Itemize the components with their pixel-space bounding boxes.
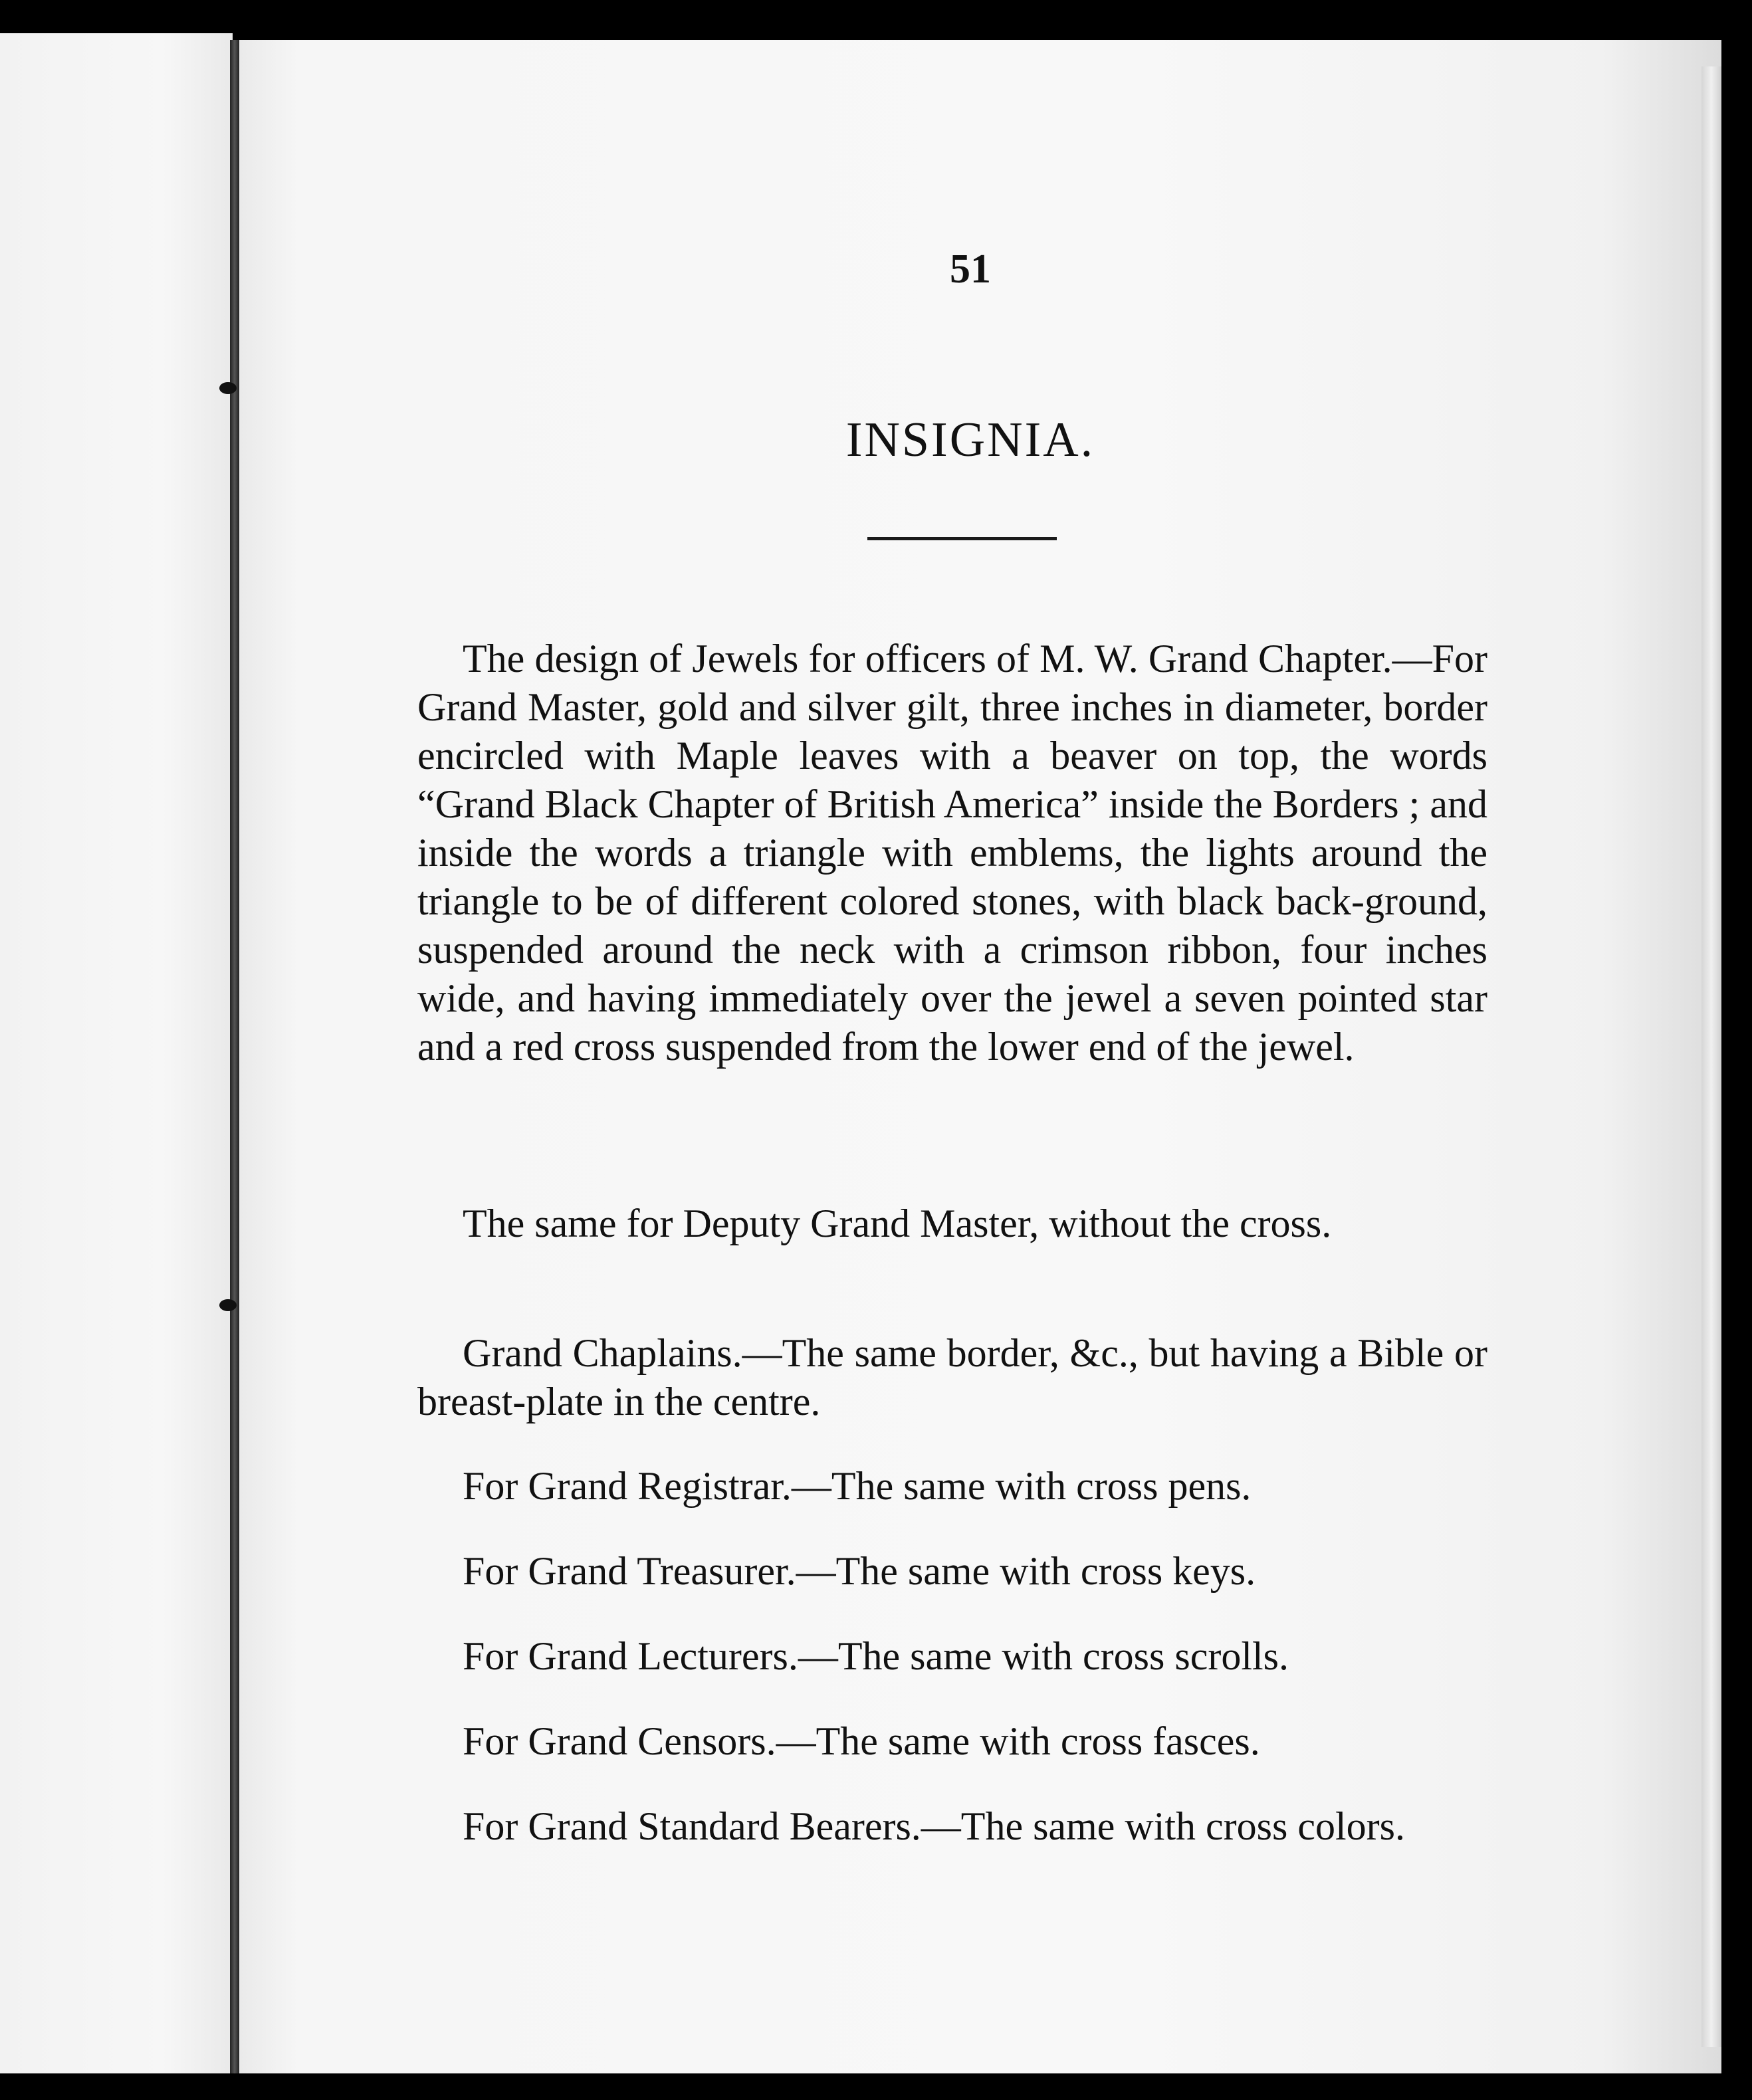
scan-border-top <box>0 0 1752 40</box>
scan-border-bottom <box>0 2073 1752 2100</box>
facing-page-edge <box>0 33 233 2080</box>
paragraph-deputy-grand-master: The same for Deputy Grand Master, without the cross. <box>463 1202 1332 1245</box>
paragraph-grand-censors: For Grand Censors.—The same with cross fasces. <box>463 1719 1260 1763</box>
paragraph-grand-chaplains: Grand Chaplains.—The same border, &c., but having a Bible or breast-plate in the centre. <box>417 1331 1487 1423</box>
paragraph-grand-standard-bearers: For Grand Standard Bearers.—The same with cross colors. <box>463 1804 1405 1848</box>
heading-rule <box>867 537 1057 540</box>
paragraph-grand-lecturers: For Grand Lecturers.—The same with cross scrolls. <box>463 1634 1289 1678</box>
page-heading: INSIGNIA. <box>845 413 1095 467</box>
paragraph-jewels-design: The design of Jewels for officers of M. W. Grand Chapter.—For Grand Master, gold and silver gilt, three inches in diameter, border encircled with Maple leaves with a beaver on top, the words “Grand Black Chapter of British America” inside the Borders ; and inside the words a triangle with emblems, the lights around the triangle to be of different colored stones, with black back-ground, suspended around the neck with a crimson ribbon, four inches wide, and having immediately over the jewel a seven pointed star and a red cross suspended from the lower end of the jewel. <box>417 637 1487 1069</box>
paragraph-grand-registrar: For Grand Registrar.—The same with cross pens. <box>463 1464 1252 1508</box>
paragraph-grand-treasurer: For Grand Treasurer.—The same with cross keys. <box>463 1549 1256 1593</box>
page-edge-shadow <box>1701 66 1721 2047</box>
page-number: 51 <box>950 247 991 292</box>
binding-stitch <box>219 1299 237 1311</box>
book-spine <box>230 40 239 2073</box>
binding-stitch <box>219 382 237 394</box>
